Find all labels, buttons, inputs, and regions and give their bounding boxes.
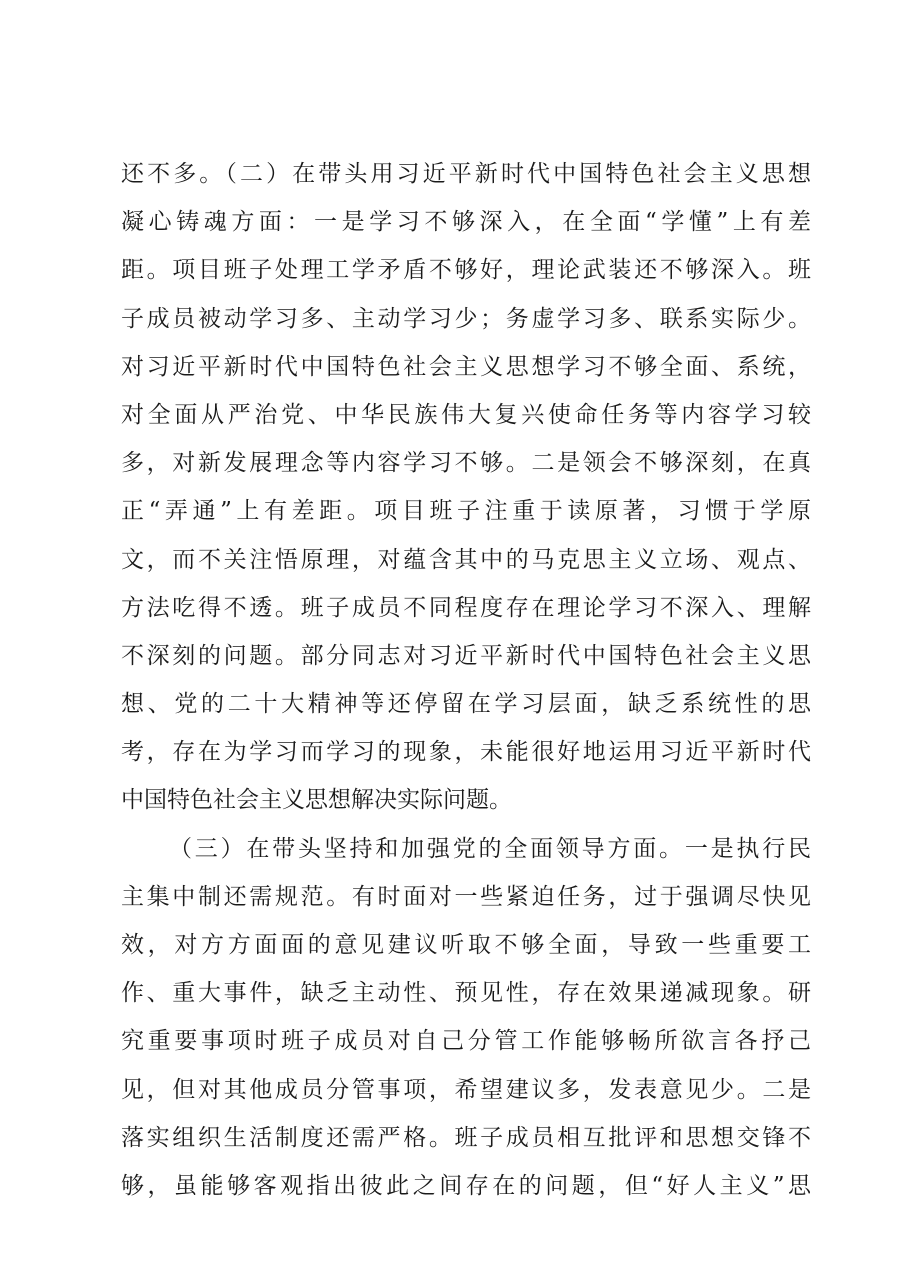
- text-line: 多，对新发展理念等内容学习不够。二是领会不够深刻，在真: [121, 450, 811, 477]
- text-line: 见，但对其他成员分管事项，希望建议多，发表意见少。二是: [121, 1076, 811, 1103]
- text-line: 凝心铸魂方面：一是学习不够深入，在全面“学懂”上有差: [121, 209, 811, 236]
- text-line: 对习近平新时代中国特色社会主义思想学习不够全面、系统，: [121, 353, 811, 380]
- text-line: 不深刻的问题。部分同志对习近平新时代中国特色社会主义思: [121, 642, 811, 669]
- text-line: 正“弄通”上有差距。项目班子注重于读原著，习惯于学原: [121, 498, 811, 525]
- text-line: 距。项目班子处理工学矛盾不够好，理论武装还不够深入。班: [121, 257, 811, 284]
- paragraph-end-line: 中国特色社会主义思想解决实际问题。: [121, 787, 512, 814]
- text-line: 还不多。（二）在带头用习近平新时代中国特色社会主义思想: [121, 161, 811, 187]
- text-line: 文，而不关注悟原理，对蕴含其中的马克思主义立场、观点、: [121, 546, 811, 573]
- text-line: 够，虽能够客观指出彼此之间存在的问题，但“好人主义”思: [121, 1172, 811, 1199]
- paragraph-start-line: （三）在带头坚持和加强党的全面领导方面。一是执行民: [169, 835, 811, 862]
- text-line: 方法吃得不透。班子成员不同程度存在理论学习不深入、理解: [121, 594, 811, 621]
- text-line: 想、党的二十大精神等还停留在学习层面，缺乏系统性的思: [121, 691, 811, 718]
- text-line: 子成员被动学习多、主动学习少；务虚学习多、联系实际少。: [121, 305, 811, 332]
- text-line: 主集中制还需规范。有时面对一些紧迫任务，过于强调尽快见: [121, 883, 811, 910]
- text-line: 考，存在为学习而学习的现象，未能很好地运用习近平新时代: [121, 739, 811, 766]
- text-line: 落实组织生活制度还需严格。班子成员相互批评和思想交锋不: [121, 1124, 811, 1151]
- text-line: 作、重大事件，缺乏主动性、预见性，存在效果递减现象。研: [121, 980, 811, 1007]
- document-body: [121, 150, 811, 1210]
- text-line: 效，对方方面面的意见建议听取不够全面，导致一些重要工: [121, 932, 811, 958]
- text-line: 对全面从严治党、中华民族伟大复兴使命任务等内容学习较: [121, 401, 811, 428]
- text-line: 究重要事项时班子成员对自己分管工作能够畅所欲言各抒己: [121, 1028, 811, 1055]
